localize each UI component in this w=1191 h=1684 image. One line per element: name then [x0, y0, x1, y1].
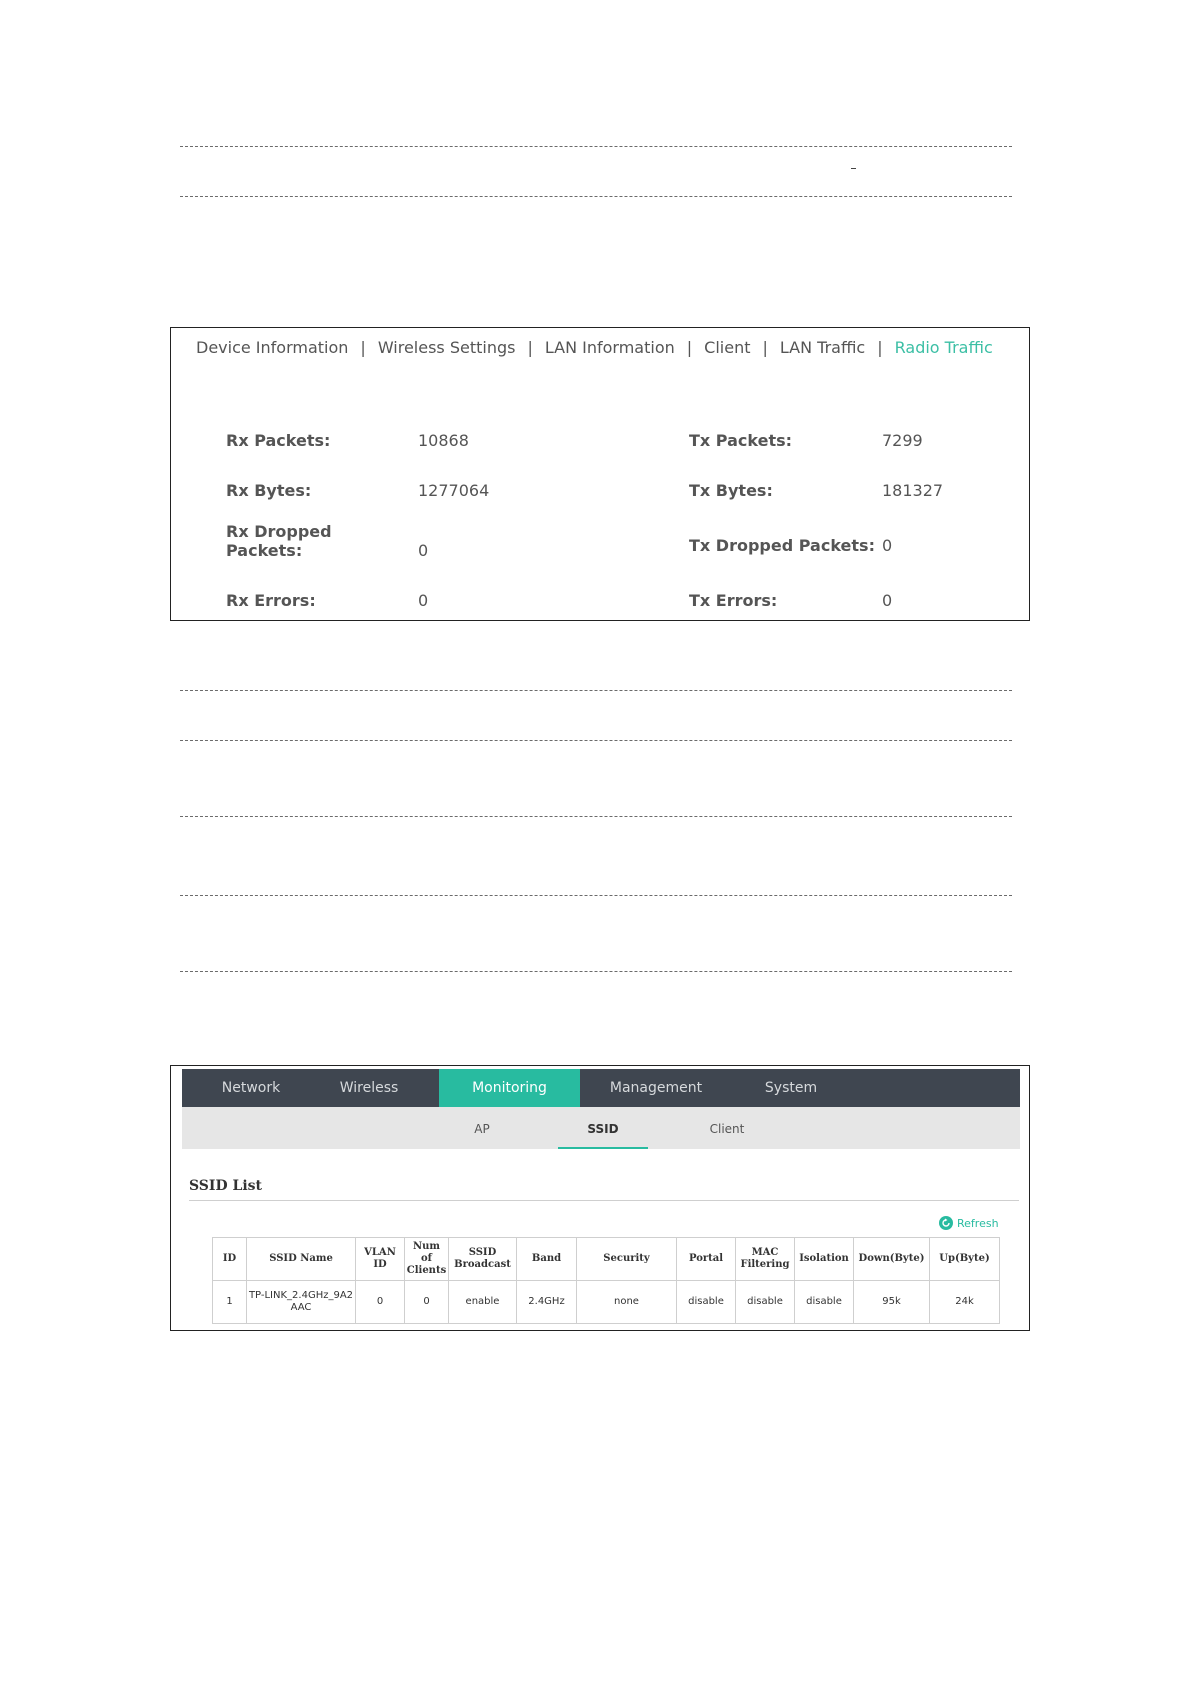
dashed-rule: [180, 740, 1012, 741]
rx-bytes-label: Rx Bytes:: [226, 481, 312, 500]
col-portal: Portal: [677, 1238, 736, 1281]
top-nav-bar: [182, 1069, 1020, 1107]
col-ssid-broadcast: SSID Broadcast: [449, 1238, 517, 1281]
tab-radio-traffic[interactable]: Radio Traffic: [894, 338, 993, 357]
tab-separator: |: [686, 338, 693, 357]
radio-traffic-panel: [170, 327, 1030, 621]
device-tabs: [196, 338, 993, 357]
tx-bytes-value: 181327: [882, 481, 944, 500]
cell-ssid-broadcast: enable: [449, 1281, 517, 1324]
dashed-rule: [180, 895, 1012, 896]
nav-wireless[interactable]: Wireless: [339, 1080, 399, 1096]
nav-monitoring[interactable]: Monitoring: [439, 1069, 580, 1107]
tab-separator: |: [762, 338, 768, 357]
nav-management[interactable]: Management: [609, 1080, 703, 1096]
ssid-table: [212, 1237, 1000, 1324]
ssid-list-title: SSID List: [189, 1178, 262, 1194]
cell-id: 1: [213, 1281, 247, 1324]
dashed-rule: [180, 146, 1012, 147]
tab-lan-information[interactable]: LAN Information: [544, 338, 675, 357]
col-security: Security: [577, 1238, 677, 1281]
title-divider: [189, 1200, 1019, 1201]
rx-dropped-label-line2: Packets:: [226, 541, 303, 560]
tab-client[interactable]: Client: [704, 338, 751, 357]
tx-errors-label: Tx Errors:: [689, 591, 778, 610]
tab-separator: |: [360, 338, 366, 357]
subnav-ssid[interactable]: SSID: [558, 1107, 648, 1149]
refresh-label: Refresh: [957, 1216, 999, 1230]
cell-portal: disable: [677, 1281, 736, 1324]
subnav-ap[interactable]: AP: [474, 1122, 490, 1136]
rx-dropped-value: 0: [418, 541, 429, 560]
rx-bytes-value: 1277064: [418, 481, 490, 500]
nav-network[interactable]: Network: [221, 1080, 281, 1096]
tab-separator: |: [877, 338, 883, 357]
cell-security: none: [577, 1281, 677, 1324]
cell-up-byte: 24k: [930, 1281, 1000, 1324]
ssid-monitor-panel: [170, 1065, 1030, 1331]
tx-packets-label: Tx Packets:: [689, 431, 793, 450]
dashed-rule: [180, 816, 1012, 817]
tab-separator: |: [527, 338, 533, 357]
cell-down-byte: 95k: [854, 1281, 930, 1324]
col-id: ID: [213, 1238, 247, 1281]
col-isolation: Isolation: [795, 1238, 854, 1281]
cell-mac-filtering: disable: [736, 1281, 795, 1324]
refresh-button[interactable]: [939, 1216, 999, 1230]
col-band: Band: [517, 1238, 577, 1281]
refresh-icon: [939, 1216, 953, 1230]
col-up-byte: Up(Byte): [930, 1238, 1000, 1281]
rx-errors-value: 0: [418, 591, 429, 610]
tab-device-information[interactable]: Device Information: [196, 338, 349, 357]
col-num-clients: Num of Clients: [405, 1238, 449, 1281]
table-header-row: [213, 1238, 1000, 1281]
col-vlan-id: VLAN ID: [356, 1238, 405, 1281]
dashed-rule: [180, 690, 1012, 691]
tab-wireless-settings[interactable]: Wireless Settings: [377, 338, 516, 357]
cell-band: 2.4GHz: [517, 1281, 577, 1324]
tx-bytes-label: Tx Bytes:: [689, 481, 773, 500]
cell-num-clients: 0: [405, 1281, 449, 1324]
table-row[interactable]: [213, 1281, 1000, 1324]
rx-dropped-label-line1: Rx Dropped: [226, 522, 332, 541]
rx-errors-label: Rx Errors:: [226, 591, 316, 610]
cell-isolation: disable: [795, 1281, 854, 1324]
col-mac-filtering: MAC Filtering: [736, 1238, 795, 1281]
tx-dropped-label: Tx Dropped Packets:: [689, 536, 875, 555]
sub-nav-bar: [182, 1107, 1020, 1149]
tx-errors-value: 0: [882, 591, 893, 610]
nav-system[interactable]: System: [764, 1080, 818, 1096]
dashed-rule: [180, 196, 1012, 197]
col-ssid-name: SSID Name: [247, 1238, 356, 1281]
tx-packets-value: 7299: [882, 431, 923, 450]
tx-dropped-value: 0: [882, 536, 893, 555]
dashed-rule: [180, 971, 1012, 972]
rx-packets-label: Rx Packets:: [226, 431, 331, 450]
tab-lan-traffic[interactable]: LAN Traffic: [779, 338, 866, 357]
rx-packets-value: 10868: [418, 431, 469, 450]
cell-ssid-name: TP-LINK_2.4GHz_9A2AAC: [247, 1281, 356, 1324]
subnav-client[interactable]: Client: [709, 1122, 745, 1136]
col-down-byte: Down(Byte): [854, 1238, 930, 1281]
cell-vlan-id: 0: [356, 1281, 405, 1324]
dash-mark: [851, 168, 856, 169]
